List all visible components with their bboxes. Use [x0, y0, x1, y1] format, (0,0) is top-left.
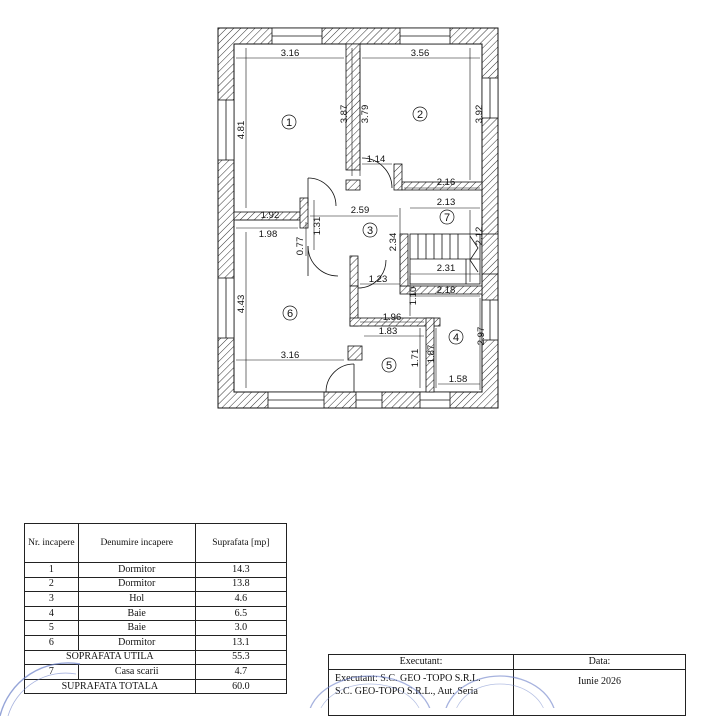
cell-name: Dormitor — [78, 563, 195, 578]
cell-nr: 1 — [25, 563, 79, 578]
dim-label: 3.92 — [474, 104, 485, 124]
room-number-4: 4 — [452, 332, 460, 344]
cell-name: Casa scarii — [78, 665, 195, 680]
date-header: Data: — [514, 655, 685, 670]
cell-name: Dormitor — [78, 577, 195, 592]
cell-area: 14.3 — [195, 563, 286, 578]
dim-label: 2.59 — [350, 205, 370, 216]
stamp-right-seal — [300, 668, 560, 708]
dim-label: 2.13 — [436, 197, 456, 208]
executant-header: Executant: — [329, 655, 514, 670]
total-value: 60.0 — [195, 679, 286, 694]
executant-line-1: Executant: S.C. GEO -TOPO S.R.L. — [335, 673, 481, 684]
dim-label: 3.87 — [339, 104, 350, 124]
dim-label: 1.14 — [366, 154, 386, 165]
table-row — [25, 635, 287, 650]
cell-area: 4.7 — [195, 665, 286, 680]
dim-label: 1.31 — [312, 216, 323, 236]
cell-area: 13.1 — [195, 635, 286, 650]
date-value: Iunie 2026 — [577, 676, 622, 687]
staircase — [410, 234, 480, 284]
dim-label: 2.97 — [476, 326, 487, 346]
cell-area: 13.8 — [195, 577, 286, 592]
cell-nr: 5 — [25, 621, 79, 636]
header-name: Denumire incapere — [78, 524, 195, 563]
table-header-row — [25, 524, 287, 563]
table-row — [25, 563, 287, 578]
cell-name: Baie — [78, 606, 195, 621]
total-label: SUPRAFATA TOTALA — [25, 679, 196, 694]
room-number-7: 7 — [443, 212, 451, 224]
table-row — [25, 577, 287, 592]
room-number-1: 1 — [285, 117, 293, 129]
header-area: Suprafata [mp] — [195, 524, 286, 563]
dim-label: 0.77 — [295, 236, 306, 256]
cell-nr: 3 — [25, 592, 79, 607]
dim-label: 1.98 — [258, 229, 278, 240]
dim-label: 3.16 — [280, 48, 300, 59]
dim-label: 4.43 — [236, 294, 247, 314]
util-value: 55.3 — [195, 650, 286, 665]
cell-name: Dormitor — [78, 635, 195, 650]
cell-nr: 2 — [25, 577, 79, 592]
cell-name: Baie — [78, 621, 195, 636]
room-number-5: 5 — [385, 360, 393, 372]
util-label: SOPRAFATA UTILA — [25, 650, 196, 665]
room-number-2: 2 — [416, 109, 424, 121]
dim-label: 1.83 — [378, 326, 398, 337]
stamp-left-seal — [0, 656, 90, 716]
cell-area: 3.0 — [195, 621, 286, 636]
dim-label: 2.12 — [474, 226, 485, 246]
dim-label: 1.71 — [410, 348, 421, 368]
cell-nr: 4 — [25, 606, 79, 621]
dim-label: 3.56 — [410, 48, 430, 59]
executant-line-2: S.C. GEO-TOPO S.R.L., Aut. Seria — [335, 686, 478, 697]
dim-label: 3.16 — [280, 350, 300, 361]
dim-label: 1.58 — [448, 374, 468, 385]
dim-label: 2.16 — [436, 177, 456, 188]
dim-label: 2.18 — [436, 285, 456, 296]
cell-name: Hol — [78, 592, 195, 607]
table-row — [25, 621, 287, 636]
room-number-6: 6 — [286, 308, 294, 320]
header-nr: Nr. incapere — [25, 524, 79, 563]
dim-label: 1.96 — [382, 312, 402, 323]
cell-nr: 6 — [25, 635, 79, 650]
room-number-3: 3 — [366, 225, 374, 237]
cell-area: 6.5 — [195, 606, 286, 621]
dim-label: 2.34 — [388, 232, 399, 252]
dim-label: 1.23 — [368, 274, 388, 285]
table-row — [25, 592, 287, 607]
dim-label: 4.81 — [236, 120, 247, 140]
dim-label: 1.10 — [408, 286, 419, 306]
cell-area: 4.6 — [195, 592, 286, 607]
dim-label: 1.92 — [260, 210, 280, 221]
cell-nr: 7 — [25, 665, 79, 680]
dim-label: 1.87 — [426, 344, 437, 364]
dim-label: 3.79 — [360, 104, 371, 124]
dim-label: 2.31 — [436, 263, 456, 274]
table-row — [25, 606, 287, 621]
